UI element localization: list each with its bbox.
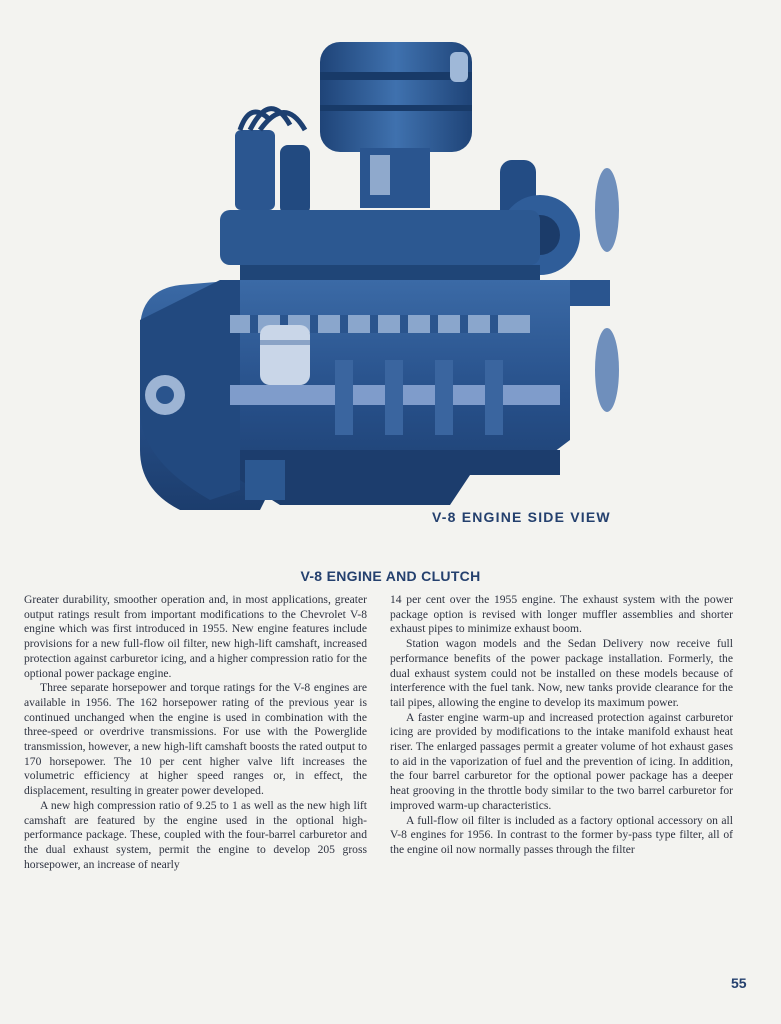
paragraph: Station wagon models and the Sedan Delivery now receive full performance benefits of the power package installation. Formerly, the dual exhaust system could not be installed on these models because of interference with the fuel tank. Now, new tanks provide clearance for the tail pipes, allowing the engine to develop its maximum power. (390, 637, 733, 709)
right-column (390, 593, 733, 858)
figure-caption: V-8 ENGINE SIDE VIEW (432, 509, 611, 525)
left-column (24, 593, 367, 872)
engine-illustration (120, 30, 640, 525)
page-number: 55 (731, 975, 747, 991)
paragraph: A new high compression ratio of 9.25 to 1 as well as the new high lift camshaft are featured by the engine used in the optional high-performance package. These, coupled with the four-barrel carburetor and the dual exhaust system, permit the engine to develop 205 gross horsepower, an increase of nearly (24, 798, 367, 871)
paragraph: A faster engine warm-up and increased protection against carburetor icing are provided by modifications to the intake manifold exhaust heat riser. The enlarged passages permit a greater volume of hot exhaust gases to aid in the vaporization of fuel and the prevention of icing. In addition, the four barrel carburetor for the optional power package has a deeper heat grooving in the throttle body similar to the two barrel carburetor for improved warm-up characteristics. (390, 710, 733, 812)
paragraph: Three separate horsepower and torque ratings for the V-8 engines are available in 1956. The 162 horsepower rating of the previous year is continued unchanged when the engine is used in combination with the three-speed or overdrive transmissions. For use with the Powerglide transmission, however, a new high-lift camshaft boosts the rated output to 170 horsepower. The 10 per cent higher valve lift increases the volumetric efficiency at higher speed ranges or, in effect, the displacement, resulting in greater power developed. (24, 681, 367, 798)
article-title: V-8 ENGINE AND CLUTCH (300, 568, 481, 584)
paragraph: A full-flow oil filter is included as a factory optional accessory on all V-8 engines for 1956. In contrast to the former by-pass type filter, all of the engine oil now normally passes through the filter (390, 813, 733, 856)
paragraph: Greater durability, smoother operation and, in most applications, greater output ratings result from important modifications to the Chevrolet V-8 engine which was first introduced in 1955. New engine features include provisions for a new full-flow oil filter, new high-lift camshaft, increased protection against carburetor icing, and a higher compression ratio for the optional power package engine. (24, 593, 367, 680)
paragraph: 14 per cent over the 1955 engine. The exhaust system with the power package option is revised with longer muffler assemblies and shorter exhaust pipes to minimize exhaust boom. (390, 593, 733, 636)
